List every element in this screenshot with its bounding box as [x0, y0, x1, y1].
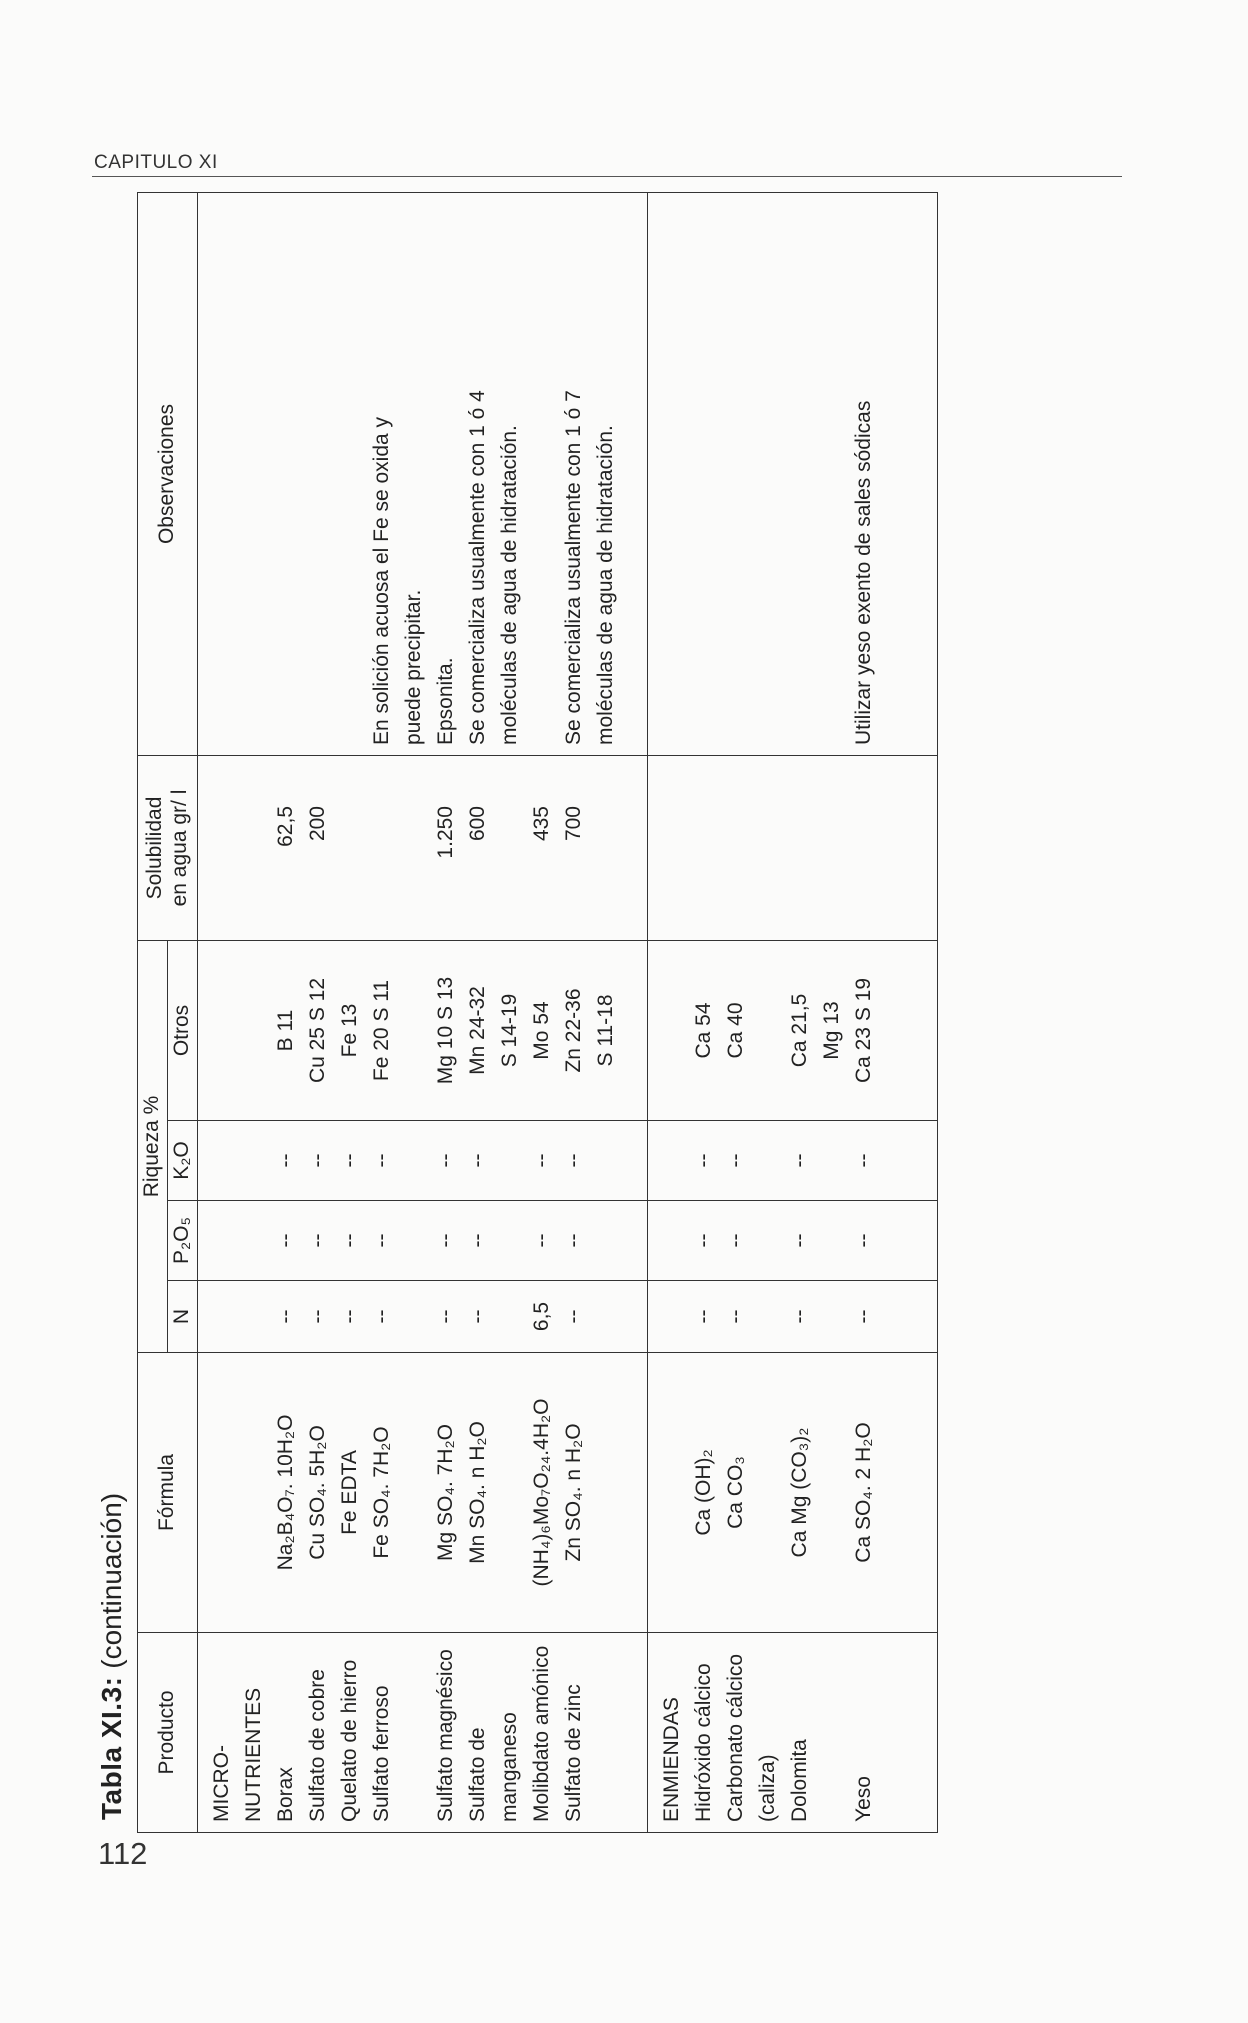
- cell-producto: [648, 1633, 938, 1833]
- producto-line: Sulfato magnésico: [434, 1649, 457, 1822]
- solubilidad-line: [656, 806, 688, 930]
- k2o-line: --: [852, 1153, 875, 1168]
- n-line: [398, 1291, 430, 1342]
- otros-line: [752, 951, 784, 1110]
- formula-line: Ca Mg (CO₃)₂: [788, 1427, 811, 1558]
- cell-n-content: [648, 1281, 888, 1352]
- observaciones-line: [688, 203, 720, 745]
- solubilidad-line: [206, 806, 238, 930]
- solubilidad-line: [720, 806, 752, 930]
- producto-line: [816, 1643, 848, 1822]
- otros-line: Mo 54: [530, 1001, 553, 1060]
- otros-line: S 11-18: [594, 994, 617, 1067]
- otros-line: [238, 951, 270, 1110]
- observaciones-line: [302, 203, 334, 745]
- producto-line: Yeso: [852, 1776, 875, 1822]
- observaciones-line: [526, 203, 558, 745]
- cell-n-content: [198, 1281, 598, 1352]
- header-otros: Otros: [168, 941, 198, 1121]
- observaciones-line: En solición acuosa el Fe se oxida y: [370, 416, 393, 745]
- cell-observaciones: [198, 193, 648, 756]
- fertilizer-table: [137, 192, 938, 1833]
- formula-line: Ca SO₄. 2 H₂O: [852, 1422, 875, 1563]
- k2o-line: --: [306, 1153, 329, 1168]
- cell-solubilidad-content: [198, 756, 598, 940]
- otros-line: Fe 13: [338, 1003, 361, 1058]
- formula-line: Fe EDTA: [338, 1450, 361, 1535]
- observaciones-line: moléculas de agua de hidratación.: [498, 425, 521, 745]
- p2o5-line: --: [530, 1233, 553, 1248]
- p2o5-line: --: [434, 1233, 457, 1248]
- observaciones-line: [334, 203, 366, 745]
- formula-line: Mg SO₄. 7H₂O: [434, 1424, 457, 1561]
- observaciones-line: Se comercializa usualmente con 1 ó 4: [466, 390, 489, 745]
- otros-line: Ca 23 S 19: [852, 977, 875, 1084]
- producto-line: Sulfato de zinc: [562, 1684, 585, 1822]
- otros-line: Mg 13: [820, 1001, 843, 1060]
- solubilidad-line: [784, 806, 816, 930]
- cell-otros: [648, 941, 938, 1121]
- otros-line: Ca 54: [692, 1002, 715, 1059]
- observaciones-line: [720, 203, 752, 745]
- otros-line: Mg 10 S 13: [434, 976, 457, 1085]
- cell-k2o-content: [648, 1121, 888, 1200]
- observaciones-line: Utilizar yeso exento de sales sódicas: [852, 400, 875, 745]
- n-line: --: [306, 1309, 329, 1324]
- p2o5-line: [206, 1211, 238, 1270]
- k2o-line: --: [788, 1153, 811, 1168]
- cell-formula: [648, 1353, 938, 1633]
- formula-line: [494, 1363, 526, 1622]
- cell-p2o5: [648, 1201, 938, 1281]
- producto-line: NUTRIENTES: [242, 1687, 265, 1822]
- cell-solubilidad: [198, 756, 648, 941]
- otros-line: B 11: [274, 1009, 297, 1052]
- k2o-line: --: [562, 1153, 585, 1168]
- observaciones-line: puede precipitar.: [402, 589, 425, 745]
- n-line: --: [692, 1309, 715, 1324]
- formula-line: [398, 1363, 430, 1622]
- producto-line: Sulfato de cobre: [306, 1669, 329, 1822]
- producto-line: (caliza): [756, 1754, 779, 1822]
- producto-line: [398, 1643, 430, 1822]
- solubilidad-line: [688, 806, 720, 930]
- producto-line: Borax: [274, 1767, 297, 1822]
- formula-line: Fe SO₄. 7H₂O: [370, 1426, 393, 1559]
- observaciones-line: [752, 203, 784, 745]
- observaciones-line: [270, 203, 302, 745]
- p2o5-line: --: [306, 1233, 329, 1248]
- header-producto: Producto: [138, 1633, 198, 1833]
- k2o-line: --: [692, 1153, 715, 1168]
- solubilidad-line: 62,5: [274, 806, 297, 847]
- observaciones-line: [206, 203, 238, 745]
- cell-observaciones-content: [648, 193, 888, 755]
- cell-k2o: [648, 1121, 938, 1201]
- cell-solubilidad: [648, 756, 938, 941]
- p2o5-line: --: [274, 1233, 297, 1248]
- formula-line: [656, 1363, 688, 1622]
- k2o-line: [398, 1131, 430, 1190]
- p2o5-line: --: [692, 1233, 715, 1248]
- solubilidad-line: 600: [466, 806, 489, 842]
- cell-otros-content: [648, 941, 888, 1120]
- producto-line: Sulfato de: [466, 1727, 489, 1822]
- formula-line: [816, 1363, 848, 1622]
- cell-formula-content: [648, 1353, 888, 1632]
- cell-k2o: [198, 1121, 648, 1201]
- k2o-line: --: [466, 1153, 489, 1168]
- formula-line: Mn SO₄. n H₂O: [466, 1421, 489, 1564]
- cell-solubilidad-content: [648, 756, 888, 940]
- solubilidad-line: 200: [306, 806, 329, 842]
- p2o5-line: [752, 1211, 784, 1270]
- solubilidad-line: [848, 806, 880, 930]
- cell-p2o5: [198, 1201, 648, 1281]
- producto-line: manganeso: [498, 1712, 521, 1822]
- producto-line: Dolomita: [788, 1739, 811, 1822]
- formula-line: [238, 1363, 270, 1622]
- solubilidad-line: 700: [562, 806, 585, 842]
- solubilidad-line: [494, 806, 526, 930]
- n-line: --: [370, 1309, 393, 1324]
- n-line: --: [338, 1309, 361, 1324]
- n-line: --: [466, 1309, 489, 1324]
- otros-line: [398, 951, 430, 1110]
- cell-p2o5-content: [648, 1201, 888, 1280]
- otros-line: Cu 25 S 12: [306, 977, 329, 1084]
- producto-line: ENMIENDAS: [660, 1697, 683, 1822]
- header-observaciones: Observaciones: [138, 193, 198, 756]
- formula-line: [206, 1363, 238, 1622]
- page-number: 112: [98, 1836, 148, 1871]
- producto-line: Molibdato amónico: [530, 1645, 553, 1822]
- formula-line: Ca CO₃: [724, 1456, 747, 1529]
- cell-p2o5-content: [198, 1201, 598, 1280]
- n-line: --: [852, 1309, 875, 1324]
- k2o-line: [816, 1131, 848, 1190]
- n-line: --: [724, 1309, 747, 1324]
- k2o-line: [752, 1131, 784, 1190]
- header-p2o5: P₂O₅: [168, 1201, 198, 1281]
- table-section-row: [648, 193, 938, 1833]
- solubilidad-line: [398, 806, 430, 930]
- producto-line: Quelato de hierro: [338, 1659, 361, 1822]
- p2o5-line: [494, 1211, 526, 1270]
- cell-producto-content: [648, 1633, 888, 1832]
- table-caption: [96, 1493, 128, 1820]
- n-line: 6,5: [530, 1301, 553, 1332]
- n-line: --: [788, 1309, 811, 1324]
- cell-n: [198, 1281, 648, 1353]
- running-head: CAPITULO XI: [94, 152, 218, 173]
- cell-otros: [198, 941, 648, 1121]
- k2o-line: --: [274, 1153, 297, 1168]
- otros-line: S 14-19: [498, 993, 521, 1068]
- observaciones-line: [816, 203, 848, 745]
- observaciones-line: moléculas de agua de hidratación.: [594, 425, 617, 745]
- caption-label: Tabla XI.3:: [96, 1676, 127, 1820]
- observaciones-line: [784, 203, 816, 745]
- otros-line: [656, 951, 688, 1110]
- formula-line: Na₂B₄O₇. 10H₂O: [274, 1414, 297, 1571]
- k2o-line: [238, 1131, 270, 1190]
- cell-producto: [198, 1633, 648, 1833]
- cell-observaciones: [648, 193, 938, 756]
- n-line: [752, 1291, 784, 1342]
- producto-line: MICRO-: [210, 1745, 233, 1822]
- solubilidad-line: 435: [530, 806, 553, 842]
- cell-k2o-content: [198, 1121, 598, 1200]
- otros-line: Fe 20 S 11: [370, 979, 393, 1082]
- header-solubilidad-line2: en agua gr/ l: [167, 789, 191, 907]
- producto-line: Hidróxido cálcico: [692, 1663, 715, 1822]
- formula-line: Ca (OH)₂: [692, 1449, 715, 1536]
- otros-line: Mn 24-32: [466, 986, 489, 1075]
- cell-formula-content: [198, 1353, 598, 1632]
- n-line: [656, 1291, 688, 1342]
- otros-line: [206, 951, 238, 1110]
- k2o-line: [494, 1131, 526, 1190]
- caption-text: (continuación): [96, 1492, 127, 1669]
- otros-line: Ca 40: [724, 1002, 747, 1059]
- p2o5-line: --: [852, 1233, 875, 1248]
- header-k2o: K₂O: [168, 1121, 198, 1201]
- observaciones-line: Se comercializa usualmente con 1 ó 7: [562, 390, 585, 745]
- p2o5-line: [238, 1211, 270, 1270]
- cell-observaciones-content: [198, 193, 630, 755]
- observaciones-line: Epsonita.: [434, 657, 457, 745]
- solubilidad-line: [238, 806, 270, 930]
- k2o-line: --: [338, 1153, 361, 1168]
- n-line: [494, 1291, 526, 1342]
- header-n: N: [168, 1281, 198, 1353]
- n-line: [816, 1291, 848, 1342]
- p2o5-line: --: [370, 1233, 393, 1248]
- formula-line: Zn SO₄. n H₂O: [562, 1423, 585, 1562]
- observaciones-line: [656, 203, 688, 745]
- header-riqueza: Riqueza %: [138, 941, 168, 1353]
- header-solubilidad-line1: Solubilidad: [143, 796, 167, 900]
- n-line: --: [434, 1309, 457, 1324]
- n-line: [238, 1291, 270, 1342]
- k2o-line: [656, 1131, 688, 1190]
- otros-line: Zn 22-36: [562, 988, 585, 1073]
- solubilidad-line: 1.250: [434, 806, 457, 859]
- otros-line: Ca 21,5: [788, 993, 811, 1068]
- p2o5-line: --: [724, 1233, 747, 1248]
- solubilidad-line: [752, 806, 784, 930]
- k2o-line: --: [370, 1153, 393, 1168]
- cell-otros-content: [198, 941, 630, 1120]
- p2o5-line: --: [562, 1233, 585, 1248]
- k2o-line: --: [530, 1153, 553, 1168]
- formula-line: Cu SO₄. 5H₂O: [306, 1425, 329, 1560]
- formula-line: [752, 1363, 784, 1622]
- solubilidad-line: [334, 806, 366, 930]
- p2o5-line: [656, 1211, 688, 1270]
- k2o-line: --: [724, 1153, 747, 1168]
- k2o-line: --: [434, 1153, 457, 1168]
- producto-line: Sulfato ferroso: [370, 1685, 393, 1822]
- p2o5-line: [816, 1211, 848, 1270]
- n-line: --: [562, 1309, 585, 1324]
- cell-n: [648, 1281, 938, 1353]
- cell-producto-content: [198, 1633, 598, 1832]
- producto-line: Carbonato cálcico: [724, 1653, 747, 1822]
- p2o5-line: [398, 1211, 430, 1270]
- p2o5-line: --: [338, 1233, 361, 1248]
- p2o5-line: --: [466, 1233, 489, 1248]
- cell-formula: [198, 1353, 648, 1633]
- n-line: [206, 1291, 238, 1342]
- p2o5-line: --: [788, 1233, 811, 1248]
- solubilidad-line: [816, 806, 848, 930]
- table-section-row: [198, 193, 648, 1833]
- formula-line: (NH₄)₆Mo₇O₂₄.4H₂O: [530, 1398, 553, 1587]
- n-line: --: [274, 1309, 297, 1324]
- solubilidad-line: [366, 806, 398, 930]
- k2o-line: [206, 1131, 238, 1190]
- observaciones-line: [238, 203, 270, 745]
- header-solubilidad: [138, 756, 198, 941]
- header-formula: Fórmula: [138, 1353, 198, 1633]
